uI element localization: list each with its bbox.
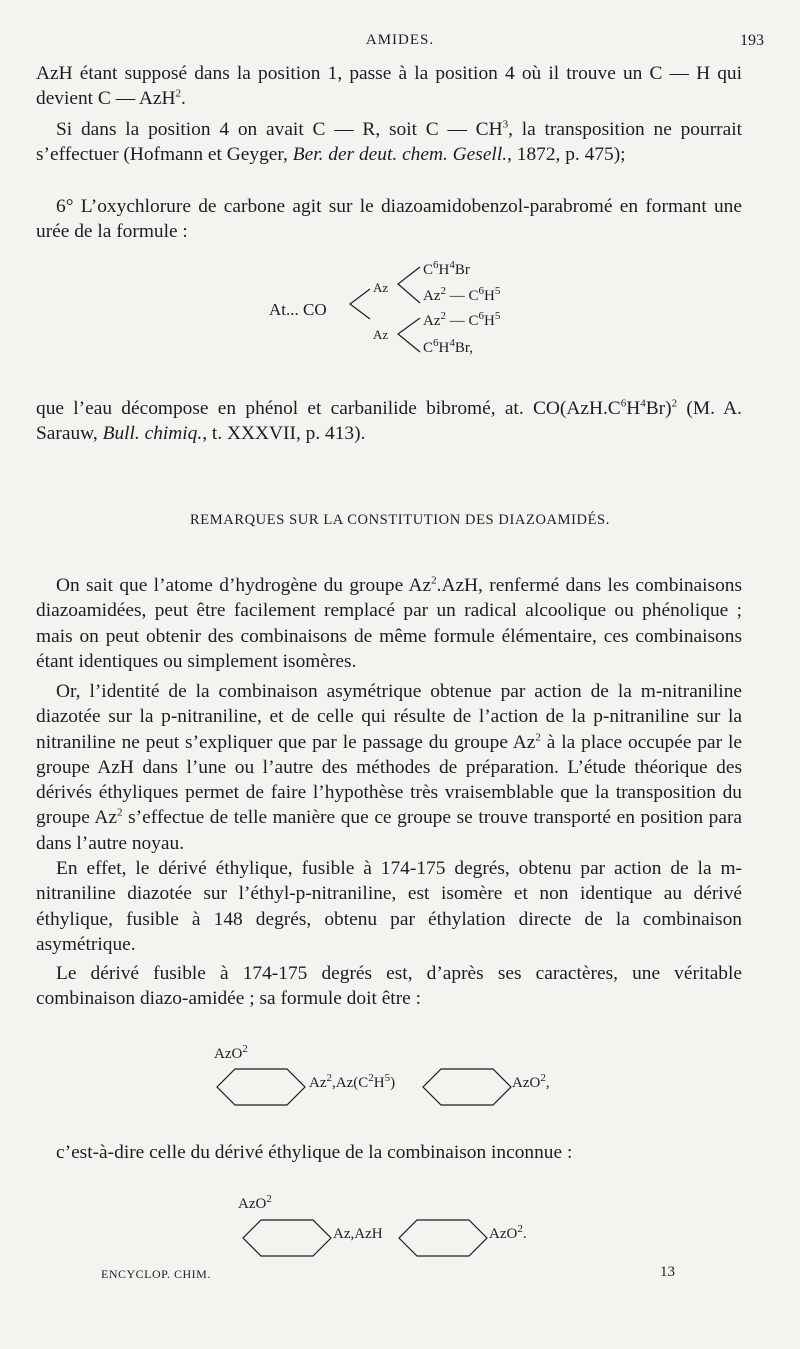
text-run: H — [373, 1075, 385, 1091]
text-run: , t. XXXVII, p. 413). — [202, 423, 366, 445]
text-run: — C — [446, 313, 479, 329]
superscript: 6 — [620, 397, 627, 410]
text-run: H — [626, 398, 641, 419]
superscript: 6 — [478, 310, 485, 322]
text-run: H — [438, 340, 450, 356]
text-run: Az — [423, 313, 441, 329]
superscript: 2 — [368, 1072, 374, 1084]
formula-prefix: At... CO — [269, 300, 327, 319]
formula-right — [489, 1223, 527, 1243]
text-run: (M. A. Sarauw, — [36, 398, 742, 445]
text-run: , 1872, p. 475); — [507, 144, 626, 166]
journal-reference: Ber. der deut. chem. Gesell. — [292, 144, 508, 166]
text-run: Az — [423, 288, 441, 304]
text-run: — C — [446, 288, 479, 304]
text-run: . — [180, 88, 186, 110]
text-run: Az — [309, 1075, 327, 1091]
superscript: 4 — [640, 397, 646, 410]
text-run: AzO — [489, 1226, 518, 1242]
journal-reference: Bull. chimiq. — [102, 423, 203, 445]
superscript: 2 — [671, 397, 678, 410]
superscript: 4 — [449, 337, 455, 349]
text-run: Br, — [454, 340, 474, 356]
text-run: ,Az(C — [332, 1075, 369, 1091]
text-run: Br — [454, 262, 470, 278]
text-run: C — [423, 262, 434, 278]
superscript: 2 — [175, 87, 181, 100]
text-run: Or, l’identité de la combinaison asymétrique obtenue par action de la m-nitraniline diazotée sur la p-nitraniline, et de celle qui résulte de l’action de la p-nitraniline sur la nitraniline ne peut s’expliquer que par le passage du groupe Az — [36, 681, 742, 753]
text-run: AzO — [512, 1075, 541, 1091]
text-run: AzO — [214, 1046, 243, 1062]
superscript: 2 — [440, 310, 446, 322]
superscript: 2 — [440, 285, 446, 297]
text-run: Br) — [645, 398, 672, 419]
text-run: En effet, le dérivé éthylique, fusible à 174-175 degrés, obtenu par action de la m-nitraniline diazotée sur l’éthyl-p-nitraniline, est isomère et non identique au dérivé éthylique, fusible à 148 degrés, obtenu par éthylation directe de la combinaison asymétrique. — [36, 858, 742, 955]
superscript: 2 — [242, 1043, 248, 1055]
superscript: 6 — [433, 259, 439, 271]
running-header-title: AMIDES. — [365, 32, 435, 48]
text-run: H — [484, 313, 495, 329]
footer-sheet-number: 13 — [660, 1264, 675, 1280]
superscript: 2 — [540, 1072, 546, 1084]
text-run: . — [522, 1226, 527, 1242]
superscript: 2 — [431, 574, 437, 587]
superscript: 2 — [326, 1072, 332, 1084]
superscript: 5 — [494, 310, 501, 322]
text-run: c’est-à-dire celle du dérivé éthylique de la combinaison inconnue : — [56, 1142, 573, 1163]
text-run: .AzH, renfermé dans les combinaisons diazoamidées, peut être facilement remplacé par un radical alcoolique ou phénolique ; mais on peut obtenir des combinaisons de même formule élémentaire, ces combinaisons étant identiques ou simplement isomères. — [36, 575, 743, 672]
text-run: Le dérivé fusible à 174-175 degrés est, d’après ses caractères, une véritable combinaison diazo-amidée ; sa formule doit être : — [36, 963, 742, 1010]
text-run: Si dans la position 4 on avait C — R, soit C — CH — [56, 119, 503, 140]
superscript: 2 — [266, 1193, 272, 1205]
superscript: 2 — [117, 807, 123, 820]
formula-middle: Az,AzH — [333, 1226, 383, 1242]
text-run: AzO — [238, 1196, 267, 1212]
formula-az-top: Az — [373, 280, 389, 295]
text-run: , — [545, 1075, 550, 1091]
text-run: AzH étant supposé dans la position 1, passe à la position 4 où il trouve un C — H qui devient C — AzH — [36, 63, 742, 110]
text-run: que l’eau décompose en phénol et carbanilide bibromé, at. CO(AzH.C — [36, 398, 621, 419]
text-run: 6° L’oxychlorure de carbone agit sur le diazoamidobenzol-parabromé en formant une urée de la formule : — [36, 196, 742, 243]
footer-signature: ENCYCLOP. CHIM. — [101, 1267, 211, 1281]
text-run: à la place occupée par le groupe AzH dans l’une ou l’autre des méthodes de préparation. L’étude théorique des dérivés éthyliques permet de faire l’hypothèse très vraisemblable que la transposition du groupe Az — [36, 731, 742, 829]
text-run: H — [438, 262, 450, 278]
superscript: 5 — [494, 285, 501, 297]
text-run: C — [423, 340, 434, 356]
superscript: 6 — [433, 337, 439, 349]
running-header-page-number: 193 — [740, 32, 764, 49]
text-run: ) — [390, 1075, 396, 1091]
formula-az-bottom: Az — [373, 327, 389, 342]
text-run: s’effectue de telle manière que ce groupe se trouve transporté en position para dans l’autre noyau. — [36, 807, 743, 854]
superscript: 2 — [517, 1223, 523, 1235]
superscript: 3 — [502, 118, 509, 131]
text-run: , la transposition ne pourrait s’effectuer (Hofmann et Geyger, — [36, 119, 742, 166]
superscript: 6 — [478, 285, 485, 297]
text-run: H — [484, 288, 495, 304]
text-run: On sait que l’atome d’hydrogène du groupe Az — [56, 575, 432, 596]
section-heading: REMARQUES SUR LA CONSTITUTION DES DIAZOAMIDÉS. — [190, 512, 610, 528]
superscript: 5 — [384, 1072, 391, 1084]
superscript: 2 — [535, 731, 541, 744]
superscript: 4 — [449, 259, 455, 271]
